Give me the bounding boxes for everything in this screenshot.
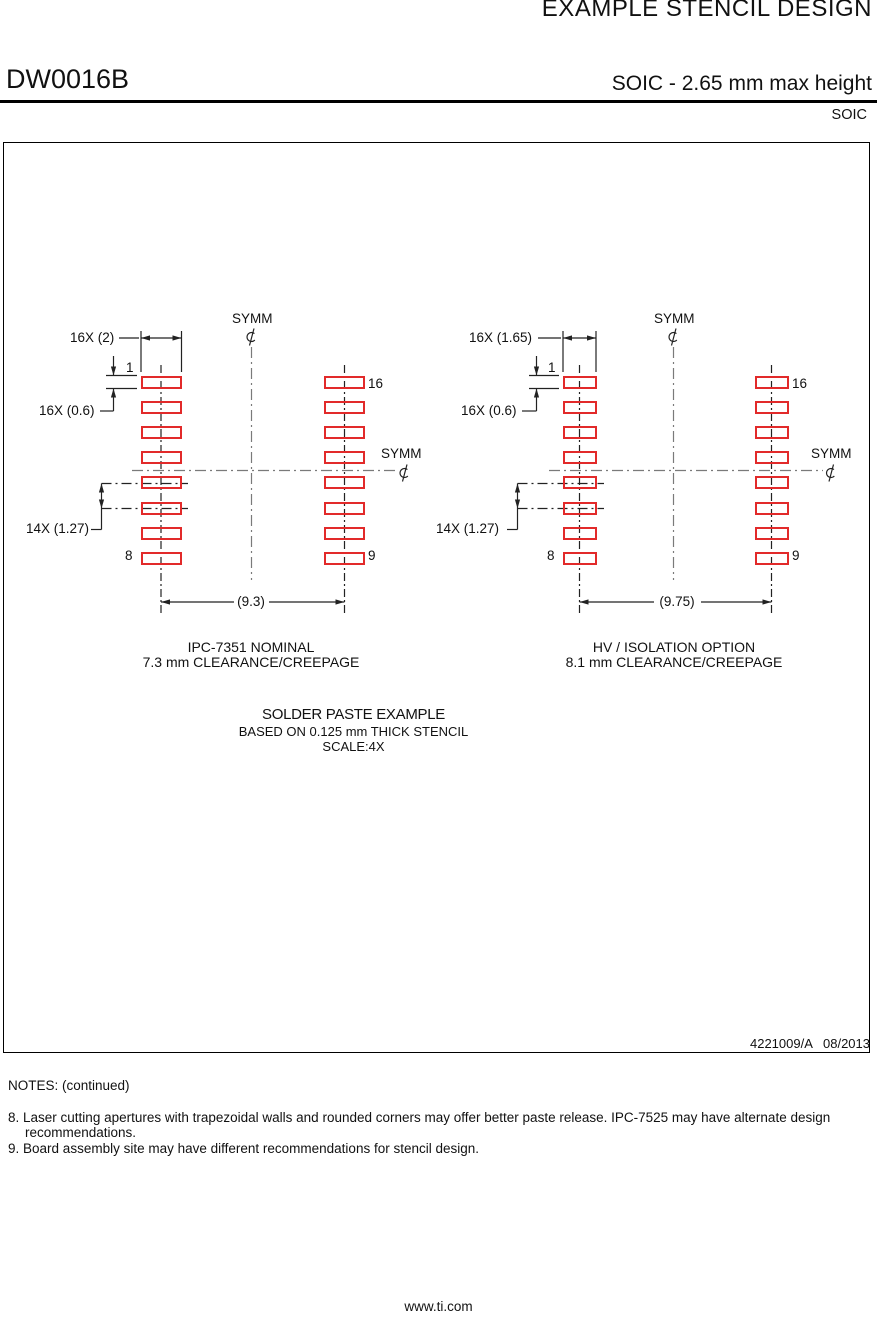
figure-caption-title: SOLDER PASTE EXAMPLE bbox=[262, 706, 445, 723]
stencil-aperture bbox=[755, 527, 789, 540]
stencil-aperture bbox=[324, 451, 366, 464]
footer-url[interactable]: www.ti.com bbox=[404, 1299, 473, 1314]
stencil-aperture bbox=[755, 401, 789, 414]
right-pin8-label: 8 bbox=[547, 548, 555, 563]
figure-border-box bbox=[3, 142, 870, 1053]
stencil-aperture bbox=[324, 527, 366, 540]
stencil-aperture bbox=[563, 451, 597, 464]
left-symm-top-label: SYMM bbox=[232, 311, 273, 326]
right-pitch-label: 14X (1.27) bbox=[436, 521, 500, 536]
package-title: SOIC - 2.65 mm max height bbox=[611, 72, 872, 95]
stencil-aperture bbox=[324, 502, 366, 515]
notes-heading: NOTES: (continued) bbox=[8, 1078, 130, 1093]
stencil-aperture bbox=[141, 426, 183, 439]
left-symm-side-label: SYMM bbox=[381, 446, 422, 461]
stencil-aperture bbox=[141, 527, 183, 540]
left-aperture-width-label: 16X (2) bbox=[70, 330, 115, 345]
stencil-aperture bbox=[141, 376, 183, 389]
left-view-caption-line1: IPC-7351 NOMINAL bbox=[187, 639, 315, 655]
stencil-aperture bbox=[563, 401, 597, 414]
left-pin8-label: 8 bbox=[125, 548, 133, 563]
stencil-aperture bbox=[755, 376, 789, 389]
right-aperture-height-label: 16X (0.6) bbox=[461, 403, 517, 418]
stencil-aperture bbox=[324, 401, 366, 414]
package-family-label: SOIC bbox=[831, 107, 867, 123]
left-view-caption-line2: 7.3 mm CLEARANCE/CREEPAGE bbox=[142, 653, 360, 670]
left-aperture-height-label: 16X (0.6) bbox=[39, 403, 95, 418]
stencil-aperture bbox=[324, 552, 366, 565]
stencil-aperture bbox=[755, 476, 789, 489]
left-pitch-label: 14X (1.27) bbox=[26, 521, 90, 536]
stencil-aperture bbox=[755, 451, 789, 464]
stencil-aperture bbox=[563, 527, 597, 540]
note-item-8 bbox=[8, 1110, 861, 1140]
note-8-number: 8. bbox=[8, 1110, 20, 1126]
right-view-caption-line1: HV / ISOLATION OPTION bbox=[592, 639, 756, 655]
right-view-caption bbox=[543, 640, 805, 669]
figure-caption-subtitle1: BASED ON 0.125 mm THICK STENCIL bbox=[238, 724, 469, 739]
left-pin16-label: 16 bbox=[368, 376, 384, 391]
doc-revision: 4221009/A 08/2013 bbox=[749, 1036, 870, 1051]
right-pin9-label: 9 bbox=[792, 548, 800, 563]
header-rule bbox=[0, 100, 877, 103]
stencil-aperture bbox=[141, 476, 183, 489]
stencil-aperture bbox=[141, 451, 183, 464]
right-pin16-label: 16 bbox=[792, 376, 808, 391]
stencil-aperture bbox=[141, 552, 183, 565]
stencil-aperture bbox=[755, 502, 789, 515]
stencil-aperture bbox=[563, 552, 597, 565]
left-pin9-label: 9 bbox=[368, 548, 376, 563]
right-pin1-label: 1 bbox=[548, 360, 556, 375]
stencil-aperture bbox=[755, 552, 789, 565]
stencil-aperture bbox=[324, 376, 366, 389]
stencil-aperture bbox=[755, 426, 789, 439]
note-9-number: 9. bbox=[8, 1140, 20, 1156]
left-view-caption bbox=[120, 640, 382, 669]
stencil-aperture bbox=[563, 376, 597, 389]
part-number: DW0016B bbox=[6, 64, 130, 94]
stencil-aperture bbox=[324, 476, 366, 489]
right-aperture-width-label: 16X (1.65) bbox=[469, 330, 533, 345]
stencil-aperture bbox=[563, 426, 597, 439]
figure-caption-subtitle2: SCALE:4X bbox=[322, 738, 385, 754]
stencil-aperture bbox=[324, 426, 366, 439]
stencil-aperture bbox=[141, 401, 183, 414]
note-item-9 bbox=[8, 1141, 861, 1156]
note-9-text: Board assembly site may have different recommendations for stencil design. bbox=[23, 1140, 480, 1156]
page-title: EXAMPLE STENCIL DESIGN bbox=[541, 0, 872, 22]
left-pin1-label: 1 bbox=[126, 360, 134, 375]
right-symm-top-label: SYMM bbox=[654, 311, 695, 326]
left-span-label: (9.3) bbox=[237, 594, 265, 609]
stencil-aperture bbox=[563, 502, 597, 515]
notes-section bbox=[8, 1078, 861, 1156]
right-symm-side-label: SYMM bbox=[811, 446, 852, 461]
note-8-text: Laser cutting apertures with trapezoidal walls and rounded corners may offer better paste release. IPC-7525 may have alternate design recommendations. bbox=[23, 1110, 831, 1141]
right-view-caption-line2: 8.1 mm CLEARANCE/CREEPAGE bbox=[565, 653, 783, 670]
right-span-label: (9.75) bbox=[659, 594, 695, 609]
figure-caption bbox=[223, 706, 484, 754]
stencil-aperture bbox=[563, 476, 597, 489]
stencil-aperture bbox=[141, 502, 183, 515]
